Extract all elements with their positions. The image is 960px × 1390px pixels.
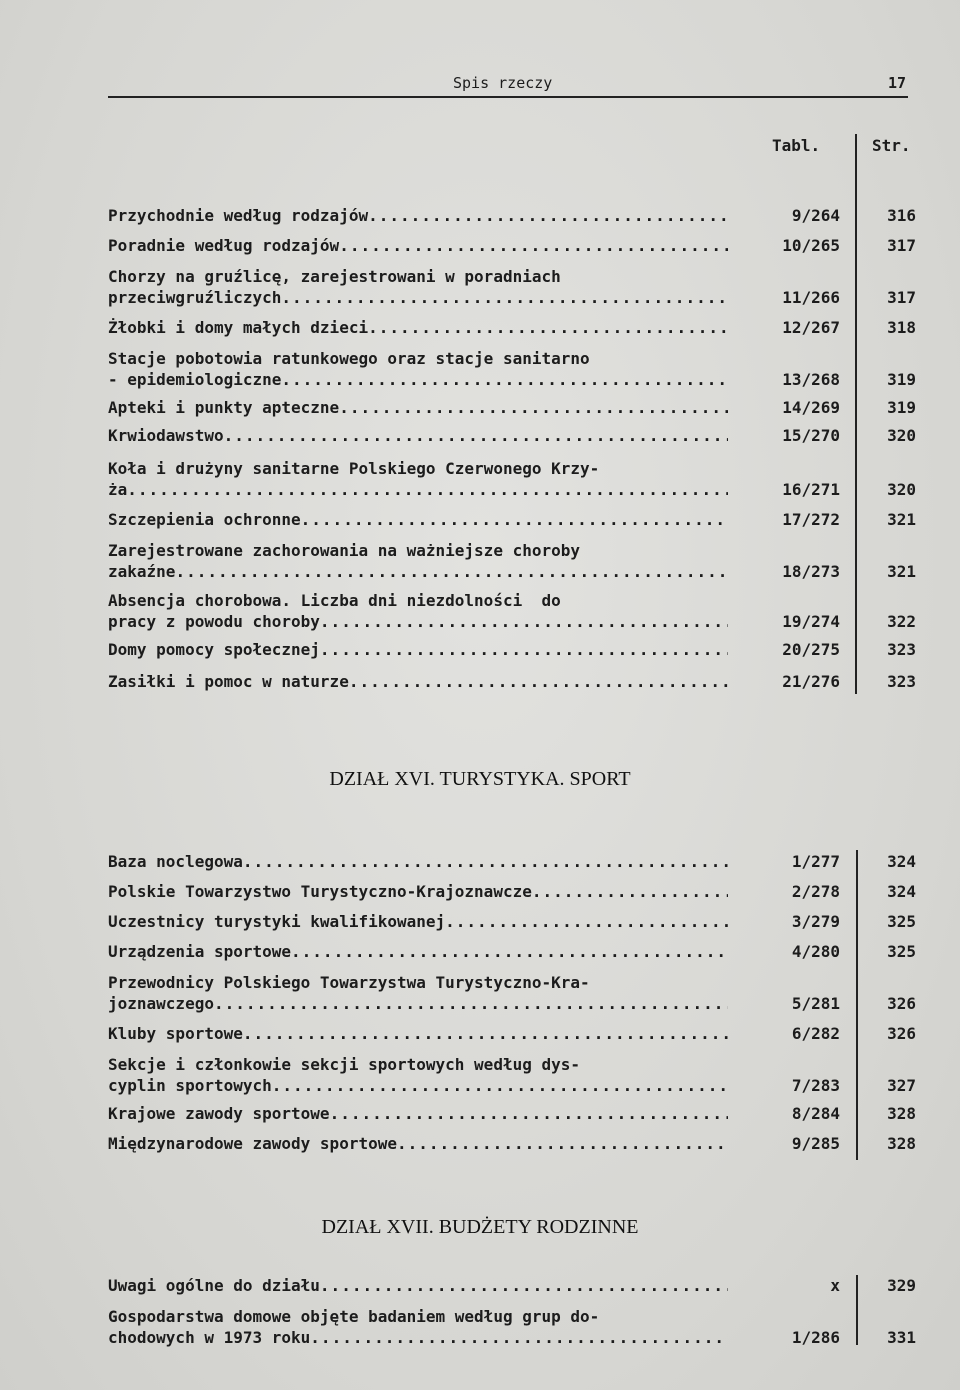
- entry-title: Uwagi ogólne do działu: [108, 1276, 320, 1295]
- entry-title: zakaźne: [108, 562, 176, 581]
- section-heading-xvii: DZIAŁ XVII. BUDŻETY RODZINNE: [321, 1216, 639, 1238]
- entry-title-leader: [108, 1275, 728, 1296]
- table-number: 14/269: [782, 398, 840, 417]
- entry-title: Domy pomocy społecznej: [108, 640, 320, 659]
- entry-title: Kluby sportowe: [108, 1024, 243, 1043]
- table-number: 18/273: [782, 562, 840, 581]
- page-ref: 324: [887, 852, 916, 871]
- entry-title-leader: [108, 369, 728, 390]
- entry-title: Międzynarodowe zawody sportowe: [108, 1134, 397, 1153]
- entry-title-leader: [108, 671, 728, 692]
- toc-entry: [108, 509, 918, 530]
- page-ref: 317: [887, 288, 916, 307]
- entry-title: Baza noclegowa: [108, 852, 243, 871]
- entry-title: cyplin sportowych: [108, 1076, 272, 1095]
- entry-title: Apteki i punkty apteczne: [108, 398, 340, 417]
- toc-entry: [108, 317, 918, 338]
- dot-leader: [330, 1103, 728, 1124]
- toc-entry: [108, 205, 918, 226]
- dot-leader: [339, 397, 728, 418]
- entry-title: pracy z powodu choroby: [108, 612, 320, 631]
- dot-leader: [320, 1275, 728, 1296]
- entry-title-leader: [108, 205, 728, 226]
- entry-title-leader: [108, 911, 728, 932]
- dot-leader: [310, 1327, 728, 1348]
- page-ref: 326: [887, 994, 916, 1013]
- entry-title: przeciwgruźliczych: [108, 288, 282, 307]
- toc-entry: [108, 266, 918, 308]
- dot-leader: [243, 1023, 728, 1044]
- entry-title-line: Przewodnicy Polskiego Towarzystwa Turystyczno-Kra-: [108, 973, 590, 992]
- toc-entry: [108, 1133, 918, 1154]
- page-ref: 325: [887, 912, 916, 931]
- dot-leader: [349, 671, 728, 692]
- dot-leader: [301, 509, 728, 530]
- entry-title-line: Chorzy na gruźlicę, zarejestrowani w poradniach: [108, 267, 561, 286]
- page-ref: 320: [887, 480, 916, 499]
- page-ref: 317: [887, 236, 916, 255]
- header-title: Spis rzeczy: [453, 74, 553, 92]
- page-ref: 320: [887, 426, 916, 445]
- entry-title-leader: [108, 397, 728, 418]
- table-number: 9/285: [791, 1134, 840, 1153]
- table-number: 3/279: [791, 912, 840, 931]
- page-ref: 316: [887, 206, 916, 225]
- toc-entry: [108, 1275, 918, 1296]
- table-number: 12/267: [782, 318, 840, 337]
- dot-leader: [175, 561, 728, 582]
- entry-title-leader: [108, 235, 728, 256]
- page-ref: 323: [887, 640, 916, 659]
- entry-title: Krajowe zawody sportowe: [108, 1104, 330, 1123]
- dot-leader: [281, 287, 728, 308]
- entry-title-line: Absencja chorobowa. Liczba dni niezdolności do: [108, 591, 561, 610]
- toc-entry: [108, 671, 918, 692]
- page-ref: 321: [887, 562, 916, 581]
- table-number: 7/283: [791, 1076, 840, 1095]
- entry-title-leader: [108, 1023, 728, 1044]
- entry-title-leader: [108, 1103, 728, 1124]
- table-number: 15/270: [782, 426, 840, 445]
- dot-leader: [445, 911, 728, 932]
- entry-title-line: Koła i drużyny sanitarne Polskiego Czerwonego Krzy-: [108, 459, 600, 478]
- page-ref: 321: [887, 510, 916, 529]
- column-header-tabl: Tabl.: [772, 136, 821, 155]
- page-ref: 328: [887, 1104, 916, 1123]
- page-number: 17: [887, 74, 906, 92]
- page-ref: 318: [887, 318, 916, 337]
- entry-title-line: Stacje pobotowia ratunkowego oraz stacje sanitarno: [108, 349, 590, 368]
- entry-title-leader: [108, 1327, 728, 1348]
- dot-leader: [532, 881, 728, 902]
- toc-entry: [108, 540, 918, 582]
- entry-title-leader: [108, 611, 728, 632]
- entry-title-leader: [108, 425, 728, 446]
- table-number: 19/274: [782, 612, 840, 631]
- entry-title: ża: [108, 480, 128, 499]
- page-header: [108, 72, 908, 98]
- dot-leader: [214, 993, 728, 1014]
- entry-title: Szczepienia ochronne: [108, 510, 301, 529]
- toc-entry: [108, 1103, 918, 1124]
- entry-title: Urządzenia sportowe: [108, 942, 292, 961]
- table-number: 21/276: [782, 672, 840, 691]
- entry-title-leader: [108, 1075, 728, 1096]
- page-ref: 331: [887, 1328, 916, 1347]
- page-ref: 319: [887, 398, 916, 417]
- entry-title-leader: [108, 993, 728, 1014]
- toc-entry: [108, 881, 918, 902]
- toc-entry: [108, 851, 918, 872]
- toc-entry: [108, 639, 918, 660]
- toc-entry: [108, 235, 918, 256]
- page-ref: 328: [887, 1134, 916, 1153]
- table-number: 8/284: [791, 1104, 840, 1123]
- page-ref: 323: [887, 672, 916, 691]
- table-number: 2/278: [791, 882, 840, 901]
- toc-entry: [108, 458, 918, 500]
- page-ref: 325: [887, 942, 916, 961]
- column-header-str: Str.: [872, 136, 911, 155]
- table-number: 20/275: [782, 640, 840, 659]
- entry-title-leader: [108, 881, 728, 902]
- toc-entry: [108, 972, 918, 1014]
- entry-title: Krwiodawstwo: [108, 426, 224, 445]
- entry-title: joznawczego: [108, 994, 214, 1013]
- entry-title-line: Gospodarstwa domowe objęte badaniem według grup do-: [108, 1307, 600, 1326]
- page-ref: 327: [887, 1076, 916, 1095]
- entry-title-line: Sekcje i członkowie sekcji sportowych według dys-: [108, 1055, 581, 1074]
- dot-leader: [368, 205, 728, 226]
- table-number: 6/282: [791, 1024, 840, 1043]
- toc-entry: [108, 1054, 918, 1096]
- entry-title-leader: [108, 1133, 728, 1154]
- dot-leader: [368, 317, 728, 338]
- table-number: 4/280: [791, 942, 840, 961]
- toc-entry: [108, 1306, 918, 1348]
- page-ref: 324: [887, 882, 916, 901]
- table-number: 17/272: [782, 510, 840, 529]
- dot-leader: [339, 235, 728, 256]
- entry-title-leader: [108, 639, 728, 660]
- toc-entry: [108, 348, 918, 390]
- table-number: 10/265: [782, 236, 840, 255]
- table-number: 1/286: [791, 1328, 840, 1347]
- dot-leader: [397, 1133, 728, 1154]
- entry-title: Uczestnicy turystyki kwalifikowanej: [108, 912, 446, 931]
- entry-title-leader: [108, 509, 728, 530]
- table-number: 13/268: [782, 370, 840, 389]
- page-ref: 326: [887, 1024, 916, 1043]
- page-ref: 319: [887, 370, 916, 389]
- toc-entry: [108, 941, 918, 962]
- entry-title-leader: [108, 287, 728, 308]
- entry-title-leader: [108, 851, 728, 872]
- toc-entry: [108, 397, 918, 418]
- entry-title: Polskie Towarzystwo Turystyczno-Krajoznawcze: [108, 882, 532, 901]
- entry-title-leader: [108, 479, 728, 500]
- table-number: 5/281: [791, 994, 840, 1013]
- entry-title: Zasiłki i pomoc w naturze: [108, 672, 349, 691]
- toc-entry: [108, 1023, 918, 1044]
- dot-leader: [281, 369, 728, 390]
- table-number: 1/277: [791, 852, 840, 871]
- entry-title: Żłobki i domy małych dzieci: [108, 318, 369, 337]
- entry-title: - epidemiologiczne: [108, 370, 282, 389]
- entry-title-leader: [108, 561, 728, 582]
- dot-leader: [243, 851, 728, 872]
- toc-entry: [108, 590, 918, 632]
- table-number: 16/271: [782, 480, 840, 499]
- page-ref: 329: [887, 1276, 916, 1295]
- section-heading-xvi: DZIAŁ XVI. TURYSTYKA. SPORT: [329, 768, 631, 790]
- toc-entry: [108, 911, 918, 932]
- table-number: x: [830, 1276, 840, 1295]
- entry-title-leader: [108, 317, 728, 338]
- dot-leader: [127, 479, 728, 500]
- dot-leader: [224, 425, 728, 446]
- table-number: 9/264: [791, 206, 840, 225]
- toc-entry: [108, 425, 918, 446]
- entry-title: chodowych w 1973 roku: [108, 1328, 311, 1347]
- table-number: 11/266: [782, 288, 840, 307]
- entry-title: Przychodnie według rodzajów: [108, 206, 369, 225]
- dot-leader: [291, 941, 728, 962]
- entry-title: Poradnie według rodzajów: [108, 236, 340, 255]
- dot-leader: [272, 1075, 728, 1096]
- dot-leader: [320, 639, 728, 660]
- entry-title-line: Zarejestrowane zachorowania na ważniejsze choroby: [108, 541, 581, 560]
- dot-leader: [320, 611, 728, 632]
- entry-title-leader: [108, 941, 728, 962]
- page-ref: 322: [887, 612, 916, 631]
